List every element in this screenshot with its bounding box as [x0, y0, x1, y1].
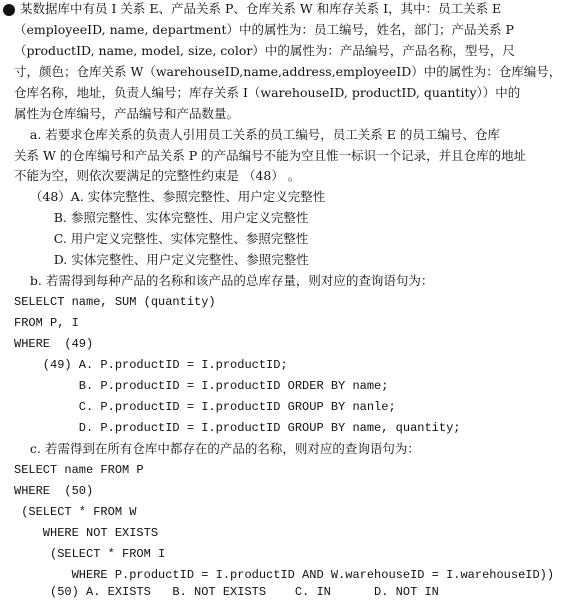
text-line: 某数据库中有员 I 关系 E、产品关系 P、仓库关系 W 和库存关系 I，其中：员工关系 E — [20, 1, 502, 16]
code-line: SELELCT name, SUM (quantity) — [14, 295, 216, 309]
code-line: WHERE (49) — [14, 337, 94, 351]
code-line: SELECT name FROM P — [14, 463, 144, 477]
text-line: 不能为空，则依次要满足的完整性约束是 （48） 。 — [14, 168, 301, 183]
code-line: WHERE P.productID = I.productID AND W.warehouseID = I.warehouseID)) — [14, 568, 555, 582]
option-line: (49) A. P.productID = I.productID; — [14, 358, 288, 372]
code-line: (SELECT * FROM W — [14, 505, 137, 519]
text-line: 仓库名称，地址，负责人编号；库存关系 I（warehouseID, productID, quantity））中的 — [14, 85, 521, 100]
bullet-icon — [3, 4, 15, 16]
code-line: (SELECT * FROM I — [14, 547, 166, 561]
text-line: c. 若需得到在所有仓库中都存在的产品的名称，则对应的查询语句为： — [14, 441, 420, 456]
option-line: （48）A. 实体完整性、参照完整性、用户定义完整性 — [14, 189, 326, 204]
text-line: 属性为仓库编号，产品编号和产品数量。 — [14, 106, 240, 121]
code-line: WHERE (50) — [14, 484, 94, 498]
option-line: B. P.productID = I.productID ORDER BY name; — [14, 379, 389, 393]
text-line: 寸，颜色；仓库关系 W（warehouseID,name,address,employeeID）中的属性为：仓库编号， — [14, 64, 562, 79]
option-line: D. P.productID = I.productID GROUP BY name, quantity; — [14, 421, 461, 435]
code-line: WHERE NOT EXISTS — [14, 526, 159, 540]
option-line: C. P.productID = I.productID GROUP BY nanle; — [14, 400, 396, 414]
text-line: （productID, name, model, size, color）中的属性为：产品编号，产品名称，型号，尺 — [14, 43, 515, 58]
option-line: C. 用户定义完整性、实体完整性、参照完整性 — [14, 231, 309, 246]
option-line: B. 参照完整性、实体完整性、用户定义完整性 — [14, 210, 309, 225]
option-line: (50) A. EXISTS B. NOT EXISTS C. IN D. NOT IN — [14, 585, 439, 599]
text-line: （employeeID, name, department）中的属性为：员工编号，姓名，部门；产品关系 P — [14, 22, 514, 37]
option-line: D. 实体完整性、用户定义完整性、参照完整性 — [14, 252, 309, 267]
text-line: a. 若要求仓库关系的负责人引用员工关系的员工编号，员工关系 E 的员工编号、仓库 — [14, 127, 500, 142]
text-line: b. 若需得到每种产品的名称和该产品的总库存量，则对应的查询语句为： — [14, 273, 434, 288]
text-line: 关系 W 的仓库编号和产品关系 P 的产品编号不能为空且惟一标识一个记录，并且仓库的地址 — [14, 148, 527, 163]
code-line: FROM P, I — [14, 316, 79, 330]
